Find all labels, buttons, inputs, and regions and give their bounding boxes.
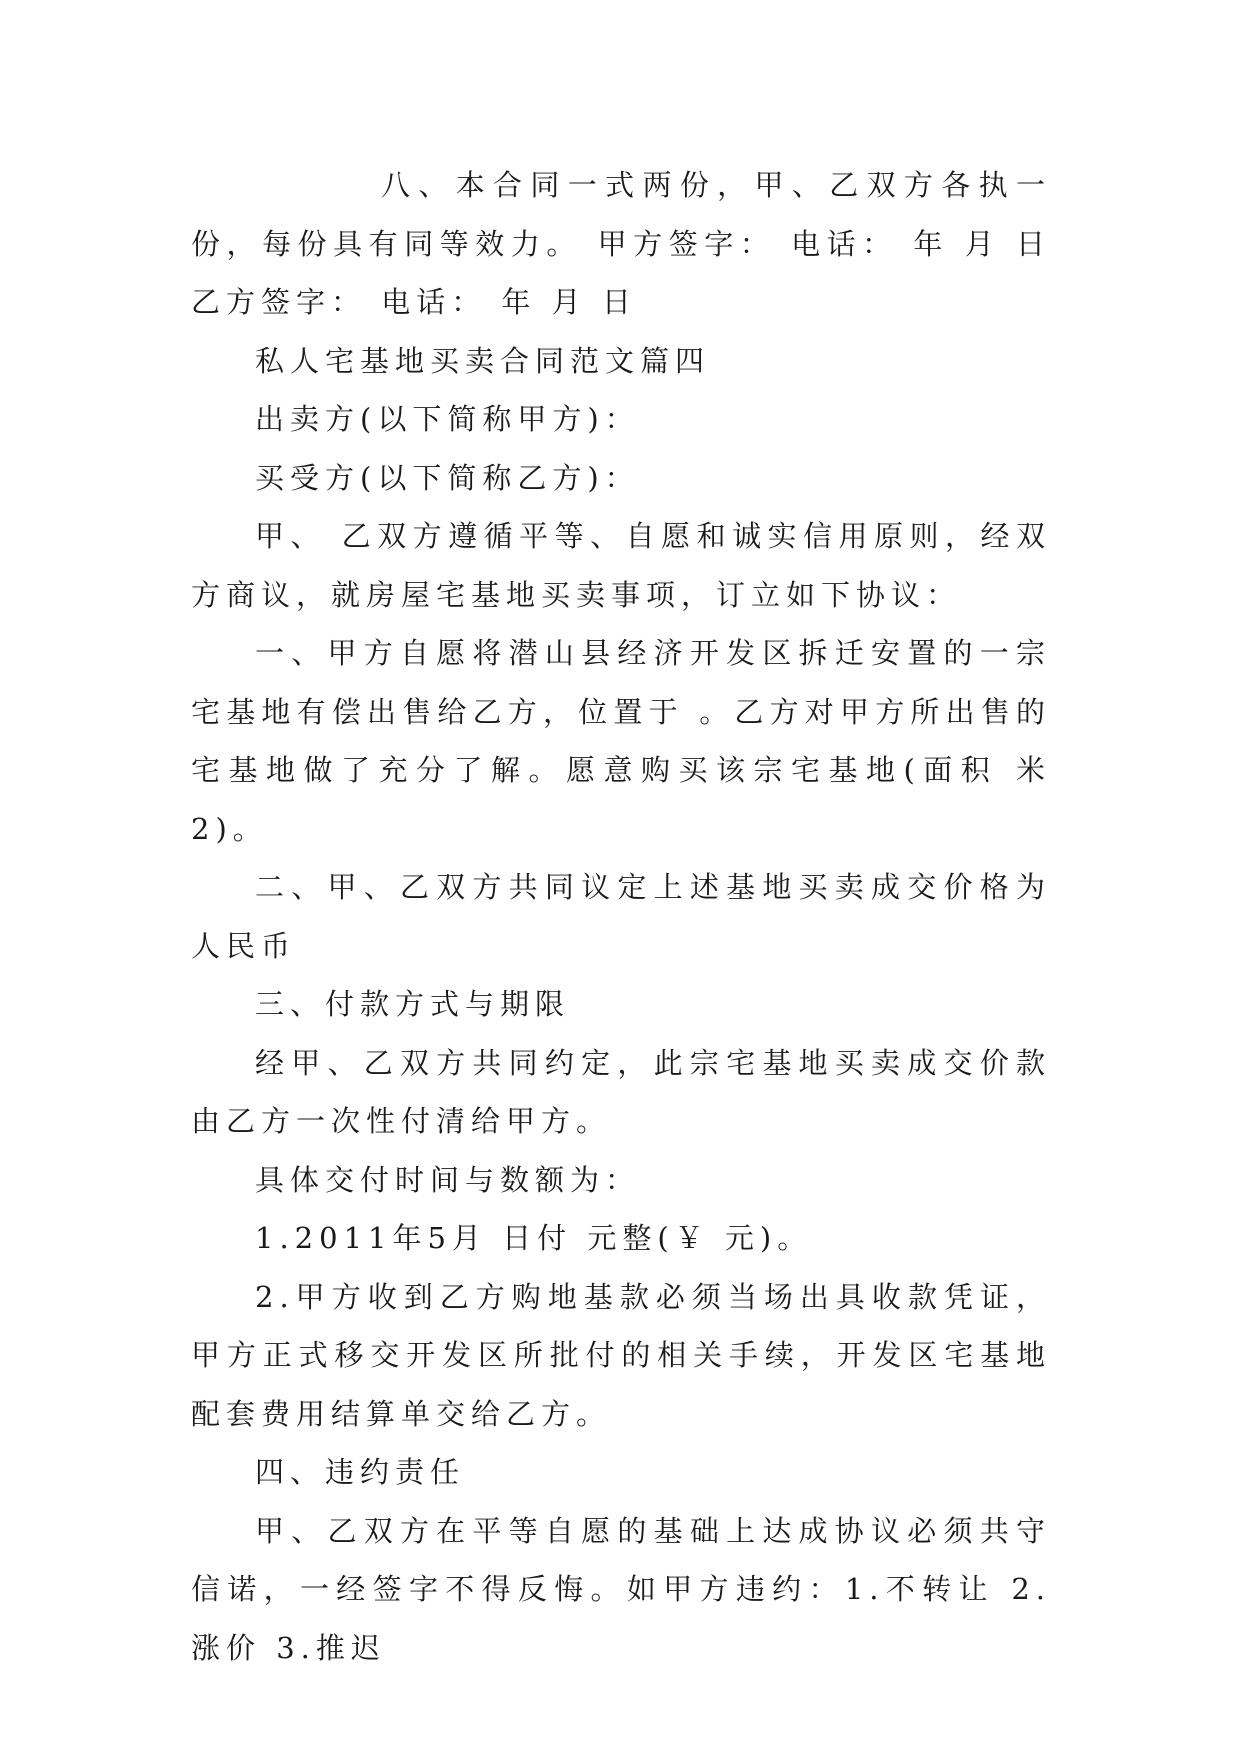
clause-eight-paragraph: 八、本合同一式两份，甲、乙双方各执一份，每份具有同等效力。 甲方签字： 电话： 年 月 日 乙方签字： 电话： 年 月 日 — [191, 168, 1051, 319]
contract-title: 私人宅基地买卖合同范文篇四 — [255, 343, 711, 378]
payment-item-one: 1.2011年5月 日付 元整(￥ 元)。 — [255, 1221, 813, 1255]
clause-three-heading: 三、付款方式与期限 — [255, 987, 571, 1021]
document-body — [191, 156, 1051, 1677]
clause-two-paragraph: 二、甲、乙双方共同议定上述基地买卖成交价格为人民币 — [191, 870, 1051, 963]
buyer-line: 买受方(以下简称乙方)： — [255, 460, 640, 495]
clause-one-paragraph: 一、甲方自愿将潜山县经济开发区拆迁安置的一宗宅基地有偿出售给乙方，位置于 。乙方对甲方所出售的宅基地做了充分了解。愿意购买该宗宅基地(面积 米2)。 — [191, 636, 1051, 846]
payment-schedule-heading: 具体交付时间与数额为： — [255, 1162, 641, 1197]
payment-agreement-paragraph: 经甲、乙双方共同约定，此宗宅基地买卖成交价款由乙方一次性付清给甲方。 — [191, 1045, 1051, 1138]
breach-paragraph: 甲、乙双方在平等自愿的基础上达成协议必须共守信诺，一经签字不得反悔。如甲方违约：1.不转让 2.涨价 3.推迟 — [191, 1513, 1051, 1665]
payment-item-two: 2.甲方收到乙方购地基款必须当场出具收款凭证，甲方正式移交开发区所批付的相关手续，开发区宅基地配套费用结算单交给乙方。 — [191, 1279, 1051, 1431]
clause-four-heading: 四、违约责任 — [255, 1455, 466, 1489]
preamble-paragraph: 甲、 乙双方遵循平等、自愿和诚实信用原则，经双方商议，就房屋宅基地买卖事项，订立如下协议： — [191, 519, 1051, 612]
seller-line: 出卖方(以下简称甲方)： — [255, 402, 640, 436]
